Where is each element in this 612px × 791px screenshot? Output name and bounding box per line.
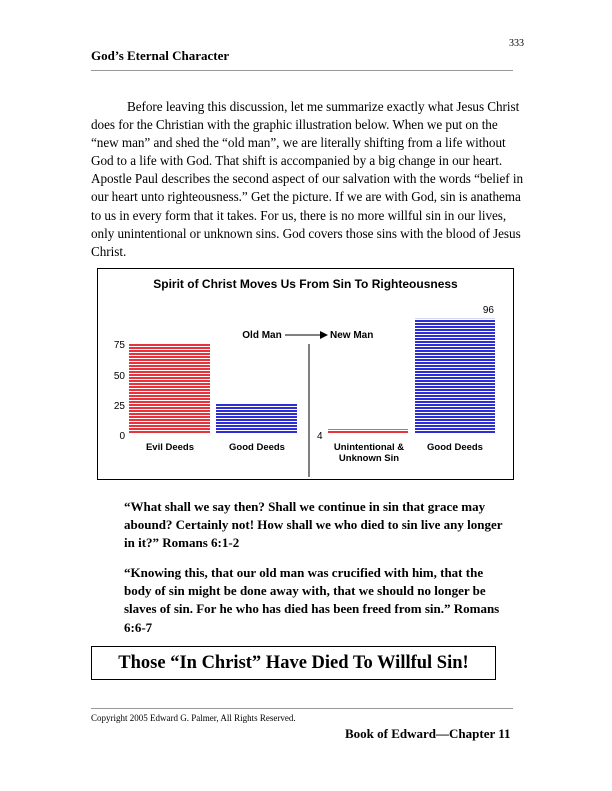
category-good-deeds-old: Good Deeds xyxy=(229,442,285,453)
category-unintentional-line1: Unintentional & xyxy=(333,442,405,453)
category-good-deeds-new: Good Deeds xyxy=(427,442,483,453)
chart-svg xyxy=(98,269,515,481)
bar-evil-deeds xyxy=(129,344,210,434)
bar-good-deeds-old xyxy=(216,404,297,434)
page-number: 333 xyxy=(509,38,524,49)
value-label-4: 4 xyxy=(317,431,323,442)
value-label-96: 96 xyxy=(482,305,494,316)
footer-rule xyxy=(91,708,513,709)
running-title: God’s Eternal Character xyxy=(91,48,230,63)
book-chapter-title: Book of Edward—Chapter 11 xyxy=(345,726,511,741)
quote-romans-6-6: “Knowing this, that our old man was crucified with him, that the body of sin might be done away with, that we should no longer be slaves of sin. For he who has died has been freed from sin.” Romans 6:6-7 xyxy=(124,565,500,635)
callout-box: Those “In Christ” Have Died To Willful Sin! xyxy=(91,646,496,680)
arrow-head-icon xyxy=(320,331,328,339)
chart-figure xyxy=(97,268,514,480)
bar-good-deeds-new xyxy=(415,319,495,434)
y-tick-25: 25 xyxy=(113,401,125,412)
body-paragraph: Before leaving this discussion, let me summarize exactly what Jesus Christ does for the Christian with the graphic illustration below. When we put on the “new man” and shed the “old man”, we are literally shifting from a life without God to a life with God. That shift is accompanied by a big change in our heart. Apostle Paul describes the second aspect of our salvation with the words “belief in our heart unto righteousness.” Get the picture. If we are with God, sin is anathema to us in every form that it takes. For us, there is no more willful sin in our lives, only unintentional or unknown sins. God covers those sins with the blood of Jesus Christ. xyxy=(91,99,524,259)
chart-title: Spirit of Christ Moves Us From Sin To Righteousness xyxy=(153,277,458,291)
label-old-man: Old Man xyxy=(242,330,282,341)
y-tick-0: 0 xyxy=(119,431,125,442)
category-unintentional-line2: Unknown Sin xyxy=(338,453,400,464)
y-tick-75: 75 xyxy=(113,340,125,351)
label-new-man: New Man xyxy=(330,330,374,341)
copyright-notice: Copyright 2005 Edward G. Palmer, All Rights Reserved. xyxy=(91,713,296,723)
header-rule xyxy=(91,70,513,71)
quote-romans-6-1: “What shall we say then? Shall we continue in sin that grace may abound? Certainly not! How shall we who died to sin live any longer in it?” Romans 6:1-2 xyxy=(124,499,503,551)
category-evil-deeds: Evil Deeds xyxy=(145,442,195,453)
bar-unintentional-sin xyxy=(328,429,408,434)
y-tick-50: 50 xyxy=(113,371,125,382)
